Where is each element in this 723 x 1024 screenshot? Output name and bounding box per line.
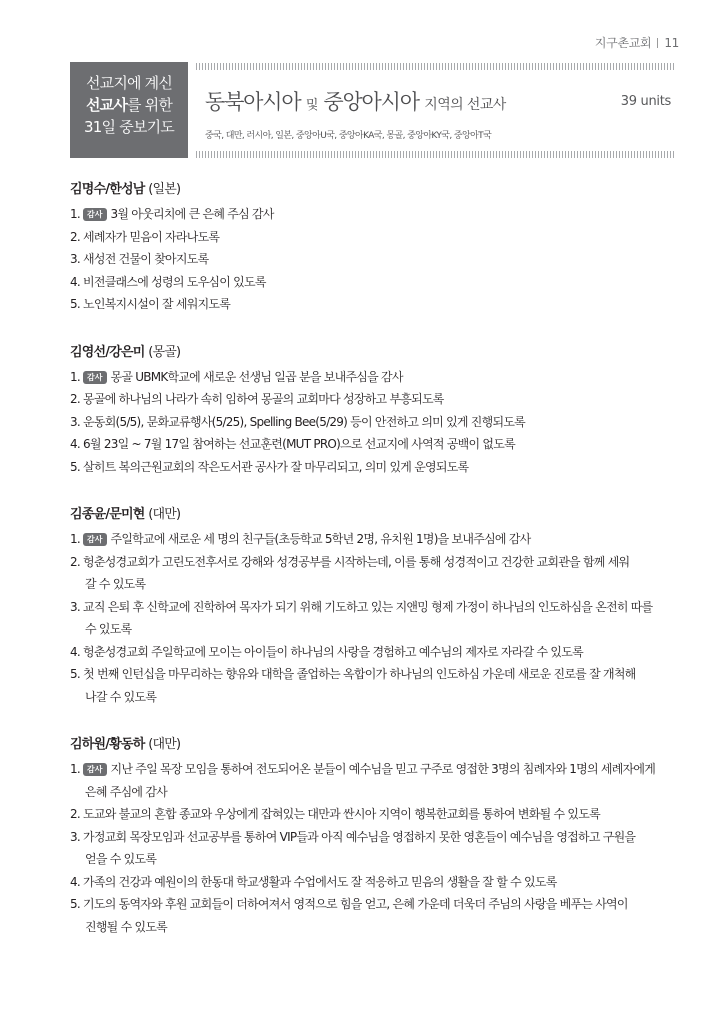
prayer-item-text: 살히트 복의근원교회의 작은도서관 공사가 잘 마무리되고, 의미 있게 운영되도록 <box>83 459 469 474</box>
prayer-item-text: 첫 번째 인턴십을 마무리하는 향유와 대학을 졸업하는 옥합이가 하나님의 인도하심 가운데 새로운 진로를 잘 개척해 <box>83 667 636 681</box>
prayer-item <box>70 528 682 551</box>
region-title-suffix: 지역의 선교사 <box>424 97 506 113</box>
section-label-line2-bold: 선교사 <box>85 96 128 114</box>
missionary-heading <box>70 733 682 752</box>
running-head <box>595 34 679 51</box>
prayer-item-number: 4. <box>70 437 80 451</box>
header-rule-top <box>196 63 676 70</box>
prayer-item <box>70 758 682 803</box>
prayer-item <box>70 803 682 826</box>
prayer-item-text: 몽골 UBMK학교에 새로운 선생님 일곱 분을 보내주심을 감사 <box>110 369 403 384</box>
prayer-item-continuation: 수 있도록 <box>85 622 132 636</box>
prayer-item-number: 2. <box>70 554 80 569</box>
thanks-badge: 감사 <box>83 371 106 384</box>
prayer-item-number: 3. <box>70 252 80 266</box>
prayer-item <box>70 203 682 226</box>
section-label-line1: 선교지에 계신 <box>85 74 173 92</box>
prayer-item <box>70 893 682 938</box>
prayer-item <box>70 551 682 596</box>
prayer-item <box>70 663 682 708</box>
prayer-item-continuation: 은혜 주심에 감사 <box>85 784 168 799</box>
prayer-list <box>70 178 682 963</box>
running-head-title: 지구촌교회 <box>594 36 652 50</box>
prayer-item-text: 도교와 불교의 혼합 종교와 우상에게 잡혀있는 대만과 싼시아 지역이 행복한교회를 통하여 변화될 수 있도록 <box>83 807 600 821</box>
prayer-item-continuation: 갈 수 있도록 <box>85 577 146 591</box>
missionary-section <box>70 341 682 479</box>
prayer-item-number: 4. <box>70 874 80 889</box>
prayer-item <box>70 293 682 316</box>
prayer-item-number: 3. <box>70 414 80 429</box>
prayer-item-text: 6월 23일 ~ 7월 17일 참여하는 선교훈련(MUT PRO)으로 선교지에 사역적 공백이 없도록 <box>83 437 515 451</box>
prayer-item-number: 5. <box>70 667 80 681</box>
section-label-line2 <box>70 94 188 116</box>
prayer-item-continuation: 얻을 수 있도록 <box>85 852 157 866</box>
prayer-item-number: 5. <box>70 897 80 911</box>
prayer-item <box>70 871 682 894</box>
prayer-item-text: 운동회(5/5), 문화교류행사(5/25), Spelling Bee(5/29) 등이 안전하고 의미 있게 진행되도록 <box>83 414 526 429</box>
prayer-item-text: 주일학교에 새로운 세 명의 친구들(초등학교 5학년 2명, 유치원 1명)을 보내주심에 감사 <box>110 532 531 546</box>
prayer-item <box>70 388 682 411</box>
prayer-item-number: 1. <box>70 532 80 546</box>
prayer-item-text: 노인복지시설이 잘 세워지도록 <box>83 297 231 311</box>
prayer-item-text: 교직 은퇴 후 신학교에 진학하여 목자가 되기 위해 기도하고 있는 지앤밍 형제 가정이 하나님의 인도하심을 온전히 따를 <box>83 599 653 614</box>
prayer-item-number: 1. <box>70 762 80 776</box>
prayer-item-text: 몽골에 하나님의 나라가 속히 임하여 몽골의 교회마다 성장하고 부흥되도록 <box>83 392 444 406</box>
prayer-item-number: 1. <box>70 369 80 384</box>
missionary-country: (대만) <box>148 737 181 752</box>
thanks-badge: 감사 <box>83 763 106 776</box>
missionary-section <box>70 178 682 316</box>
prayer-item-text: 세례자가 믿음이 자라나도록 <box>83 229 220 244</box>
units-count: 39 units <box>620 94 671 109</box>
prayer-item-number: 5. <box>70 459 80 474</box>
missionary-names: 김종윤/문미현 <box>70 507 145 522</box>
section-label-line3: 31일 중보기도 <box>84 118 174 136</box>
prayer-item-number: 2. <box>70 229 80 244</box>
country-list: 중국, 대만, 러시아, 일본, 중앙아U국, 중앙아KA국, 몽골, 중앙아KY국, 중앙아T국 <box>205 131 492 141</box>
prayer-item-number: 2. <box>70 807 80 821</box>
missionary-names: 김명수/한성남 <box>70 182 145 197</box>
prayer-item-number: 3. <box>70 599 80 614</box>
prayer-item <box>70 456 682 479</box>
prayer-item-text: 비전클래스에 성령의 도우심이 있도록 <box>83 274 266 289</box>
thanks-badge: 감사 <box>83 533 106 546</box>
section-label-box <box>70 62 188 158</box>
page-number: 11 <box>664 36 679 50</box>
prayer-item <box>70 596 682 641</box>
prayer-item <box>70 271 682 294</box>
prayer-item-number: 3. <box>70 829 80 844</box>
prayer-item-continuation: 진행될 수 있도록 <box>85 919 168 934</box>
region-title-part2: 중앙아시아 <box>323 90 419 114</box>
prayer-item-number: 4. <box>70 274 80 289</box>
prayer-item-number: 5. <box>70 297 80 311</box>
prayer-item-text: 기도의 동역자와 후원 교회들이 더하여져서 영적으로 힘을 얻고, 은혜 가운데 더욱더 주님의 사랑을 베푸는 사역이 <box>83 897 628 911</box>
prayer-item <box>70 826 682 871</box>
running-head-divider <box>657 38 658 48</box>
missionary-names: 김하원/황동하 <box>70 737 145 752</box>
thanks-badge: 감사 <box>83 208 106 221</box>
region-title-part1: 동북아시아 <box>205 90 301 114</box>
prayer-item-text: 새성전 건물이 찾아지도록 <box>83 252 209 266</box>
prayer-item-number: 1. <box>70 207 80 221</box>
prayer-item-number: 2. <box>70 392 80 406</box>
prayer-item <box>70 226 682 249</box>
prayer-item-text: 지난 주일 목장 모임을 통하여 전도되어온 분들이 예수님을 믿고 구주로 영접한 3명의 침례자와 1명의 세례자에게 <box>110 762 656 776</box>
prayer-item-text: 헝춘성경교회가 고린도전후서로 강해와 성경공부를 시작하는데, 이를 통해 성경적이고 건강한 교회관을 함께 세워 <box>83 554 630 569</box>
prayer-item-text: 가정교회 목장모임과 선교공부를 통하여 VIP들과 아직 예수님을 영접하지 못한 영혼들이 예수님을 영접하고 구원을 <box>83 829 636 844</box>
missionary-section <box>70 733 682 938</box>
missionary-country: (대만) <box>148 507 181 522</box>
prayer-item <box>70 366 682 389</box>
header-rule-bottom <box>196 151 676 158</box>
prayer-item-continuation: 나갈 수 있도록 <box>85 689 157 704</box>
missionary-section <box>70 503 682 708</box>
prayer-item-text: 헝춘성경교회 주일학교에 모이는 아이들이 하나님의 사랑을 경험하고 예수님의 제자로 자라갈 수 있도록 <box>83 644 583 659</box>
missionary-names: 김영선/강은미 <box>70 344 145 360</box>
missionary-country: (몽골) <box>148 344 181 360</box>
prayer-item-text: 가족의 건강과 예원이의 한동대 학교생활과 수업에서도 잘 적응하고 믿음의 생활을 잘 할 수 있도록 <box>83 874 557 889</box>
missionary-heading <box>70 503 682 522</box>
prayer-item <box>70 411 682 434</box>
missionary-heading <box>70 341 682 360</box>
section-label-line2-rest: 를 위한 <box>127 96 173 114</box>
region-title <box>205 86 506 116</box>
prayer-item <box>70 248 682 271</box>
region-title-and: 및 <box>305 98 318 113</box>
prayer-item-number: 4. <box>70 644 80 659</box>
prayer-item <box>70 433 682 456</box>
prayer-item <box>70 641 682 664</box>
missionary-heading <box>70 178 682 197</box>
prayer-item-text: 3월 아웃리치에 큰 은혜 주심 감사 <box>110 207 274 221</box>
missionary-country: (일본) <box>148 182 181 197</box>
